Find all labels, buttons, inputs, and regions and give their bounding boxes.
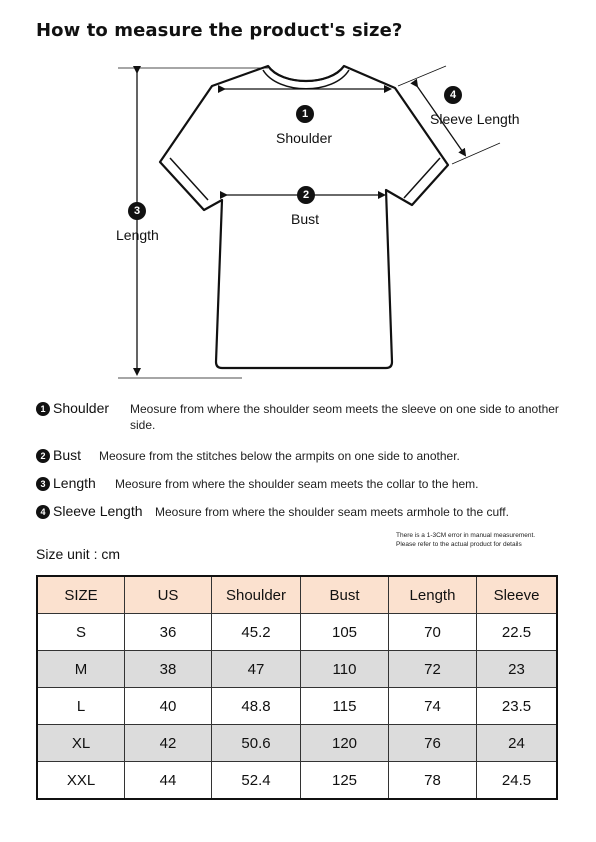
header-size: SIZE <box>37 576 125 614</box>
table-cell: 76 <box>389 725 477 762</box>
definition-term: Bust <box>53 447 82 463</box>
table-cell: M <box>37 651 125 688</box>
definition-length <box>36 475 555 492</box>
table-cell: 78 <box>389 762 477 800</box>
length-label: Length <box>116 227 159 243</box>
table-header-row <box>37 576 557 614</box>
definition-text: Meosure from where the shoulder seam meets armhole to the cuff. <box>155 505 509 519</box>
table-cell: 47 <box>212 651 301 688</box>
table-cell: 42 <box>125 725 212 762</box>
table-cell: 36 <box>125 614 212 651</box>
table-row <box>37 688 557 725</box>
definition-term: Length <box>53 475 96 491</box>
table-cell: 24.5 <box>477 762 558 800</box>
sleeve-length-label: Sleeve Length <box>430 111 520 127</box>
header-shoulder: Shoulder <box>212 576 301 614</box>
table-row <box>37 725 557 762</box>
definition-term: Sleeve Length <box>53 503 143 519</box>
table-cell: 24 <box>477 725 558 762</box>
number-3-icon: 3 <box>36 477 50 491</box>
number-4-icon: 4 <box>36 505 50 519</box>
table-cell: 45.2 <box>212 614 301 651</box>
number-1-icon: 1 <box>36 402 50 416</box>
table-cell: 120 <box>301 725 389 762</box>
header-bust: Bust <box>301 576 389 614</box>
table-cell: 48.8 <box>212 688 301 725</box>
table-cell: 125 <box>301 762 389 800</box>
sleeve-number-badge: 4 <box>444 86 462 104</box>
definition-shoulder <box>36 400 566 433</box>
table-row <box>37 762 557 800</box>
table-row <box>37 614 557 651</box>
definition-bust <box>36 447 559 464</box>
table-cell: 115 <box>301 688 389 725</box>
table-cell: S <box>37 614 125 651</box>
definition-text: Meosure from where the shoulder seom meets the sleeve on one side to another side. <box>130 402 559 432</box>
table-cell: 105 <box>301 614 389 651</box>
table-cell: 38 <box>125 651 212 688</box>
measurement-note <box>396 531 566 549</box>
size-unit-label: Size unit : cm <box>36 546 121 562</box>
table-cell: 52.4 <box>212 762 301 800</box>
table-cell: 70 <box>389 614 477 651</box>
definition-text: Meosure from the stitches below the armpits on one side to another. <box>99 449 460 463</box>
table-cell: 23.5 <box>477 688 558 725</box>
shoulder-number-badge: 1 <box>296 105 314 123</box>
size-chart-table <box>36 575 558 800</box>
definition-text: Meosure from where the shoulder seam meets the collar to the hem. <box>115 477 479 491</box>
header-sleeve: Sleeve <box>477 576 558 614</box>
table-row <box>37 651 557 688</box>
table-cell: 72 <box>389 651 477 688</box>
table-cell: 110 <box>301 651 389 688</box>
bust-label: Bust <box>291 211 320 227</box>
header-us: US <box>125 576 212 614</box>
number-2-icon: 2 <box>36 449 50 463</box>
table-cell: 50.6 <box>212 725 301 762</box>
bust-number-badge: 2 <box>297 186 315 204</box>
length-number-badge: 3 <box>128 202 146 220</box>
note-line-1: There is a 1-3CM error in manual measurement. <box>396 532 536 539</box>
header-length: Length <box>389 576 477 614</box>
shoulder-label: Shoulder <box>276 130 333 146</box>
table-cell: 23 <box>477 651 558 688</box>
table-cell: 22.5 <box>477 614 558 651</box>
table-cell: XL <box>37 725 125 762</box>
table-cell: L <box>37 688 125 725</box>
definition-sleeve-length <box>36 503 560 520</box>
table-cell: 40 <box>125 688 212 725</box>
table-cell: 74 <box>389 688 477 725</box>
definition-term: Shoulder <box>53 400 110 416</box>
page-title: How to measure the product's size? <box>36 20 403 41</box>
note-line-2: Please refer to the actual product for details <box>396 541 522 548</box>
table-cell: 44 <box>125 762 212 800</box>
table-cell: XXL <box>37 762 125 800</box>
